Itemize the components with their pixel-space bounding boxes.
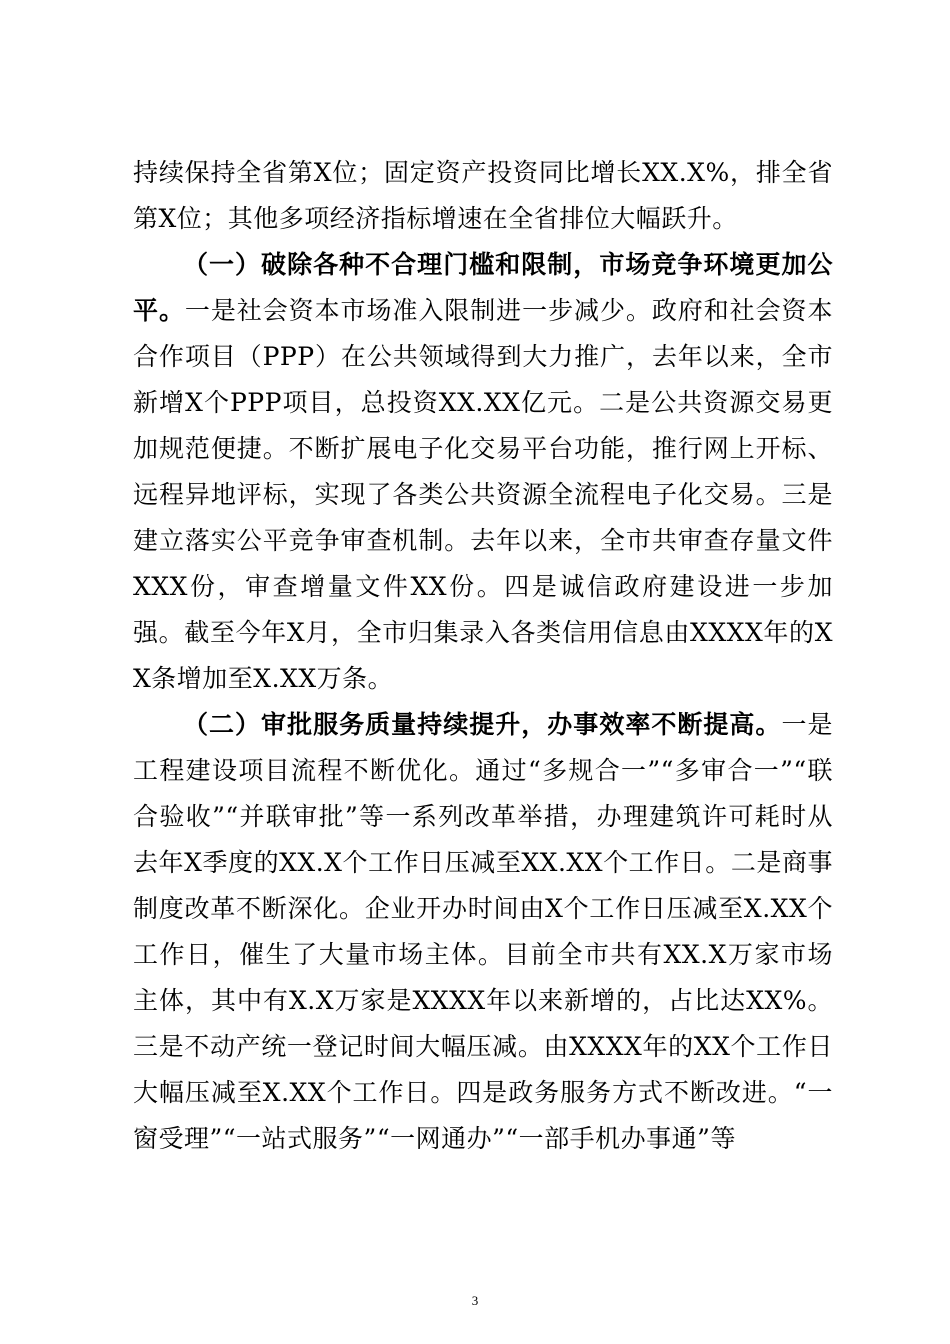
paragraph-1: [133, 150, 833, 242]
page-number: 3: [471, 1293, 479, 1308]
paragraph-1-text: 持续保持全省第X位；固定资产投资同比增长XX.X%，排全省第X位；其他多项经济指标增速在全省排位大幅跃升。: [133, 158, 833, 233]
paragraph-2-text: 一是社会资本市场准入限制进一步减少。政府和社会资本合作项目（PPP）在公共领域得到大力推广，去年以来，全市新增X个PPP项目，总投资XX.XX亿元。二是公共资源交易更加规范便捷。不断扩展电子化交易平台功能，推行网上开标、远程异地评标，实现了各类公共资源全流程电子化交易。三是建立落实公平竞争审查机制。去年以来，全市共审查存量文件XXX份，审查增量文件XX份。四是诚信政府建设进一步加强。截至今年X月，全市归集录入各类信用信息由XXXX年的XX条增加至X.XX万条。: [133, 296, 833, 693]
document-body: [133, 150, 833, 1162]
section-heading-2: （二）审批服务质量持续提升，办事效率不断提高。: [183, 710, 782, 739]
paragraph-3: [133, 702, 833, 1162]
paragraph-2: [133, 242, 833, 702]
section-heading-1: （一）破除各种不合理门槛和限制，市场竞争环境更加公平。: [133, 250, 833, 325]
paragraph-3-text: 一是工程建设项目流程不断优化。通过“多规合一”“多审合一”“联合验收”“并联审批”等一系列改革举措，办理建筑许可耗时从去年X季度的XX.X个工作日压减至XX.XX个工作日。二是商事制度改革不断深化。企业开办时间由X个工作日压减至X.XX个工作日，催生了大量市场主体。目前全市共有XX.X万家市场主体，其中有X.X万家是XXXX年以来新增的，占比达XX%。三是不动产统一登记时间大幅压减。由XXXX年的XX个工作日大幅压减至X.XX个工作日。四是政务服务方式不断改进。“一窗受理”“一站式服务”“一网通办”“一部手机办事通”等: [133, 710, 833, 1153]
